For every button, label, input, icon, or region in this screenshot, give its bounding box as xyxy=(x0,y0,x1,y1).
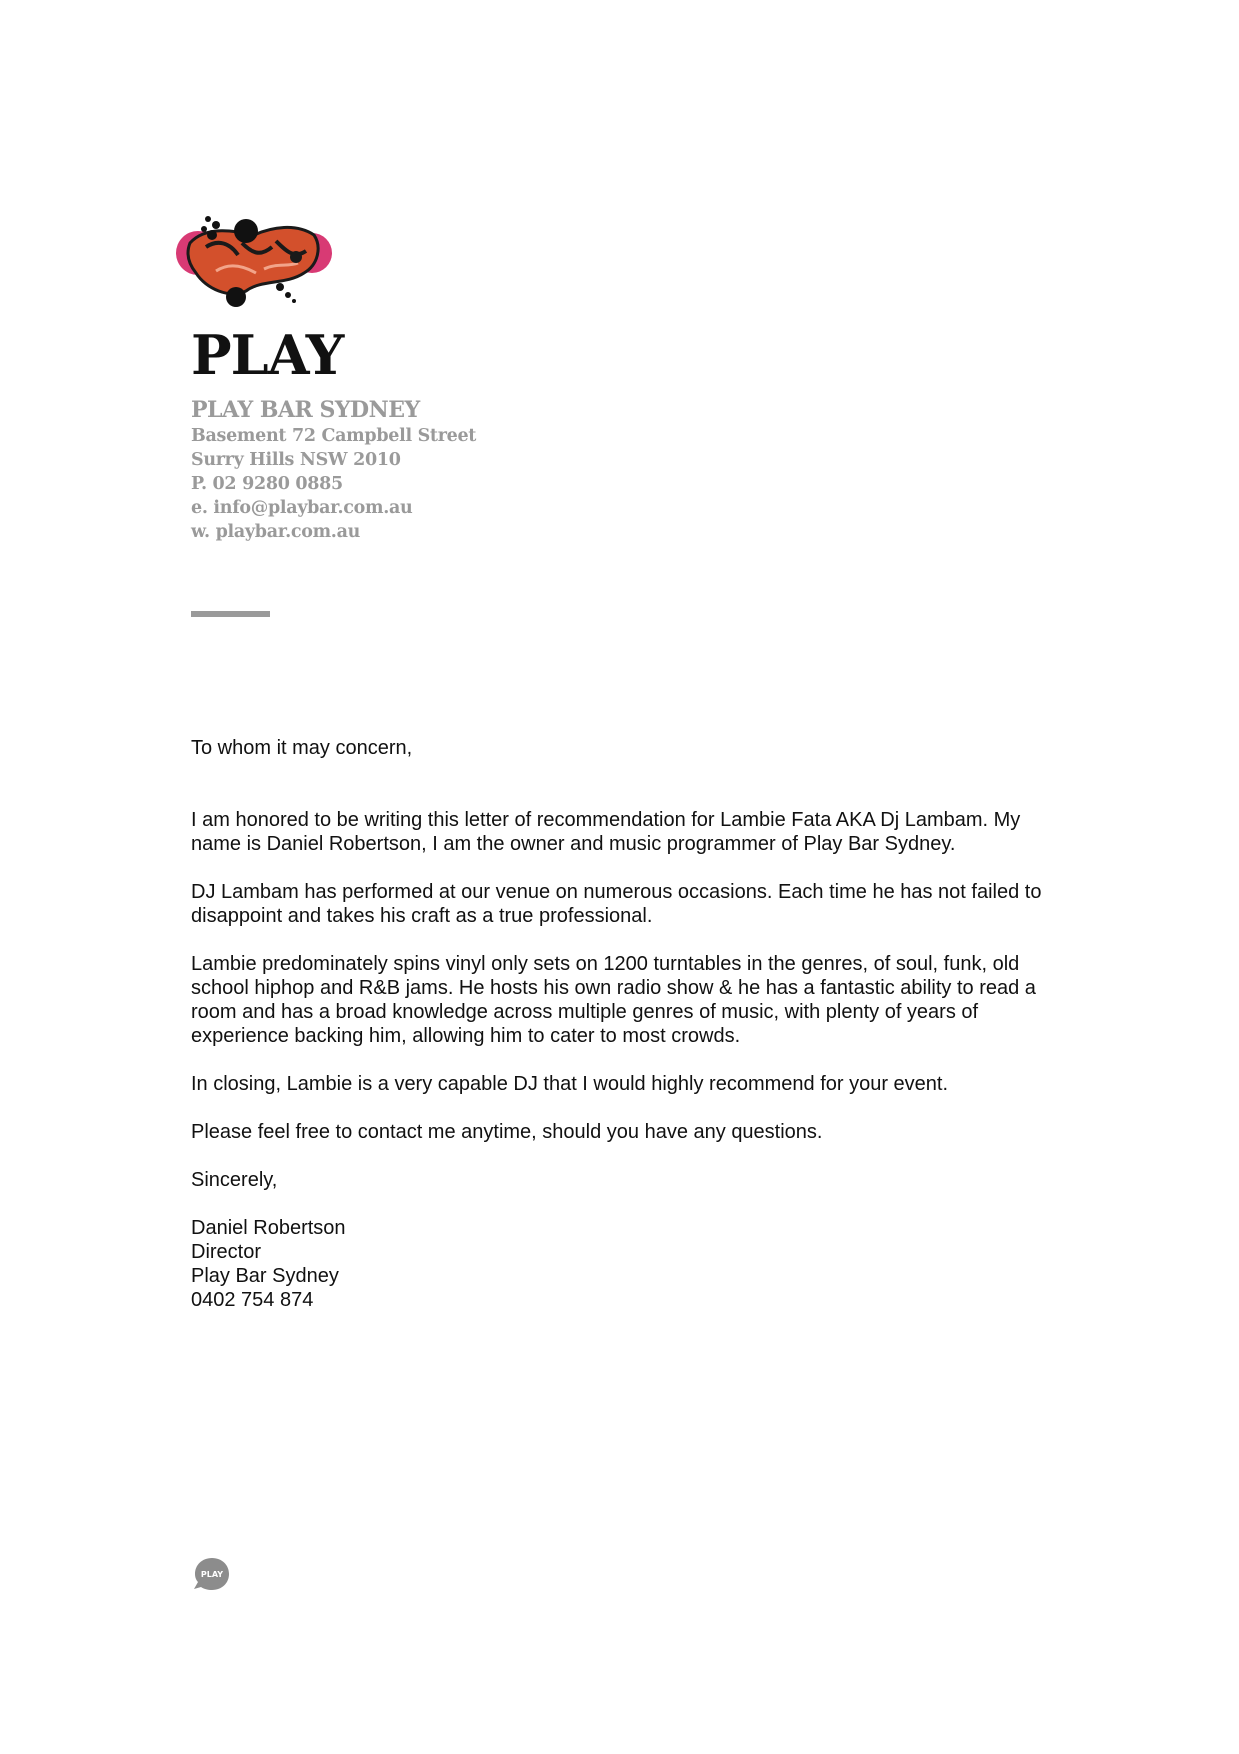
footer-logo-text: PLAY xyxy=(200,1570,224,1579)
address-street: Basement 72 Campbell Street xyxy=(191,426,477,446)
speech-bubble-logo-icon xyxy=(192,1555,232,1595)
letter-body xyxy=(191,736,1071,1312)
paragraph-intro: I am honored to be writing this letter of recommendation for Lambie Fata AKA Dj Lambam. My name is Daniel Robertson, I am the owner and music programmer of Play Bar Sydney. xyxy=(191,809,1021,855)
signature-name: Daniel Robertson xyxy=(191,1217,346,1239)
closing: Sincerely, xyxy=(191,1169,278,1191)
brand-wordmark xyxy=(191,323,344,387)
paragraph-contact: Please feel free to contact me anytime, should you have any questions. xyxy=(191,1121,823,1143)
signature-phone: 0402 754 874 xyxy=(191,1289,314,1311)
graffiti-logo-icon xyxy=(176,213,334,313)
signature-title: Director xyxy=(191,1241,262,1263)
address-phone: P. 02 9280 0885 xyxy=(191,474,343,494)
brand-wordmark-text: PLAY xyxy=(191,323,344,387)
paragraph-performances: DJ Lambam has performed at our venue on numerous occasions. Each time he has not failed to disappoint and takes his craft as a true professional. xyxy=(191,881,1042,927)
salutation: To whom it may concern, xyxy=(191,737,413,759)
venue-name: PLAY BAR SYDNEY xyxy=(191,397,420,423)
signature-block xyxy=(191,1216,1071,1312)
address-email: e. info@playbar.com.au xyxy=(191,498,413,518)
header-divider xyxy=(191,611,270,617)
letterhead-address xyxy=(191,396,476,544)
paragraph-style: Lambie predominately spins vinyl only sets on 1200 turntables in the genres, of soul, funk, old school hiphop and R&B jams. He hosts his own radio show & he has a fantastic ability to read a room and has a broad knowledge across multiple genres of music, with plenty of years of experience backing him, allowing him to cater to most crowds. xyxy=(191,953,1036,1047)
signature-company: Play Bar Sydney xyxy=(191,1265,339,1287)
address-website: w. playbar.com.au xyxy=(191,522,361,542)
address-suburb: Surry Hills NSW 2010 xyxy=(191,450,401,470)
paragraph-closing: In closing, Lambie is a very capable DJ that I would highly recommend for your event. xyxy=(191,1073,949,1095)
